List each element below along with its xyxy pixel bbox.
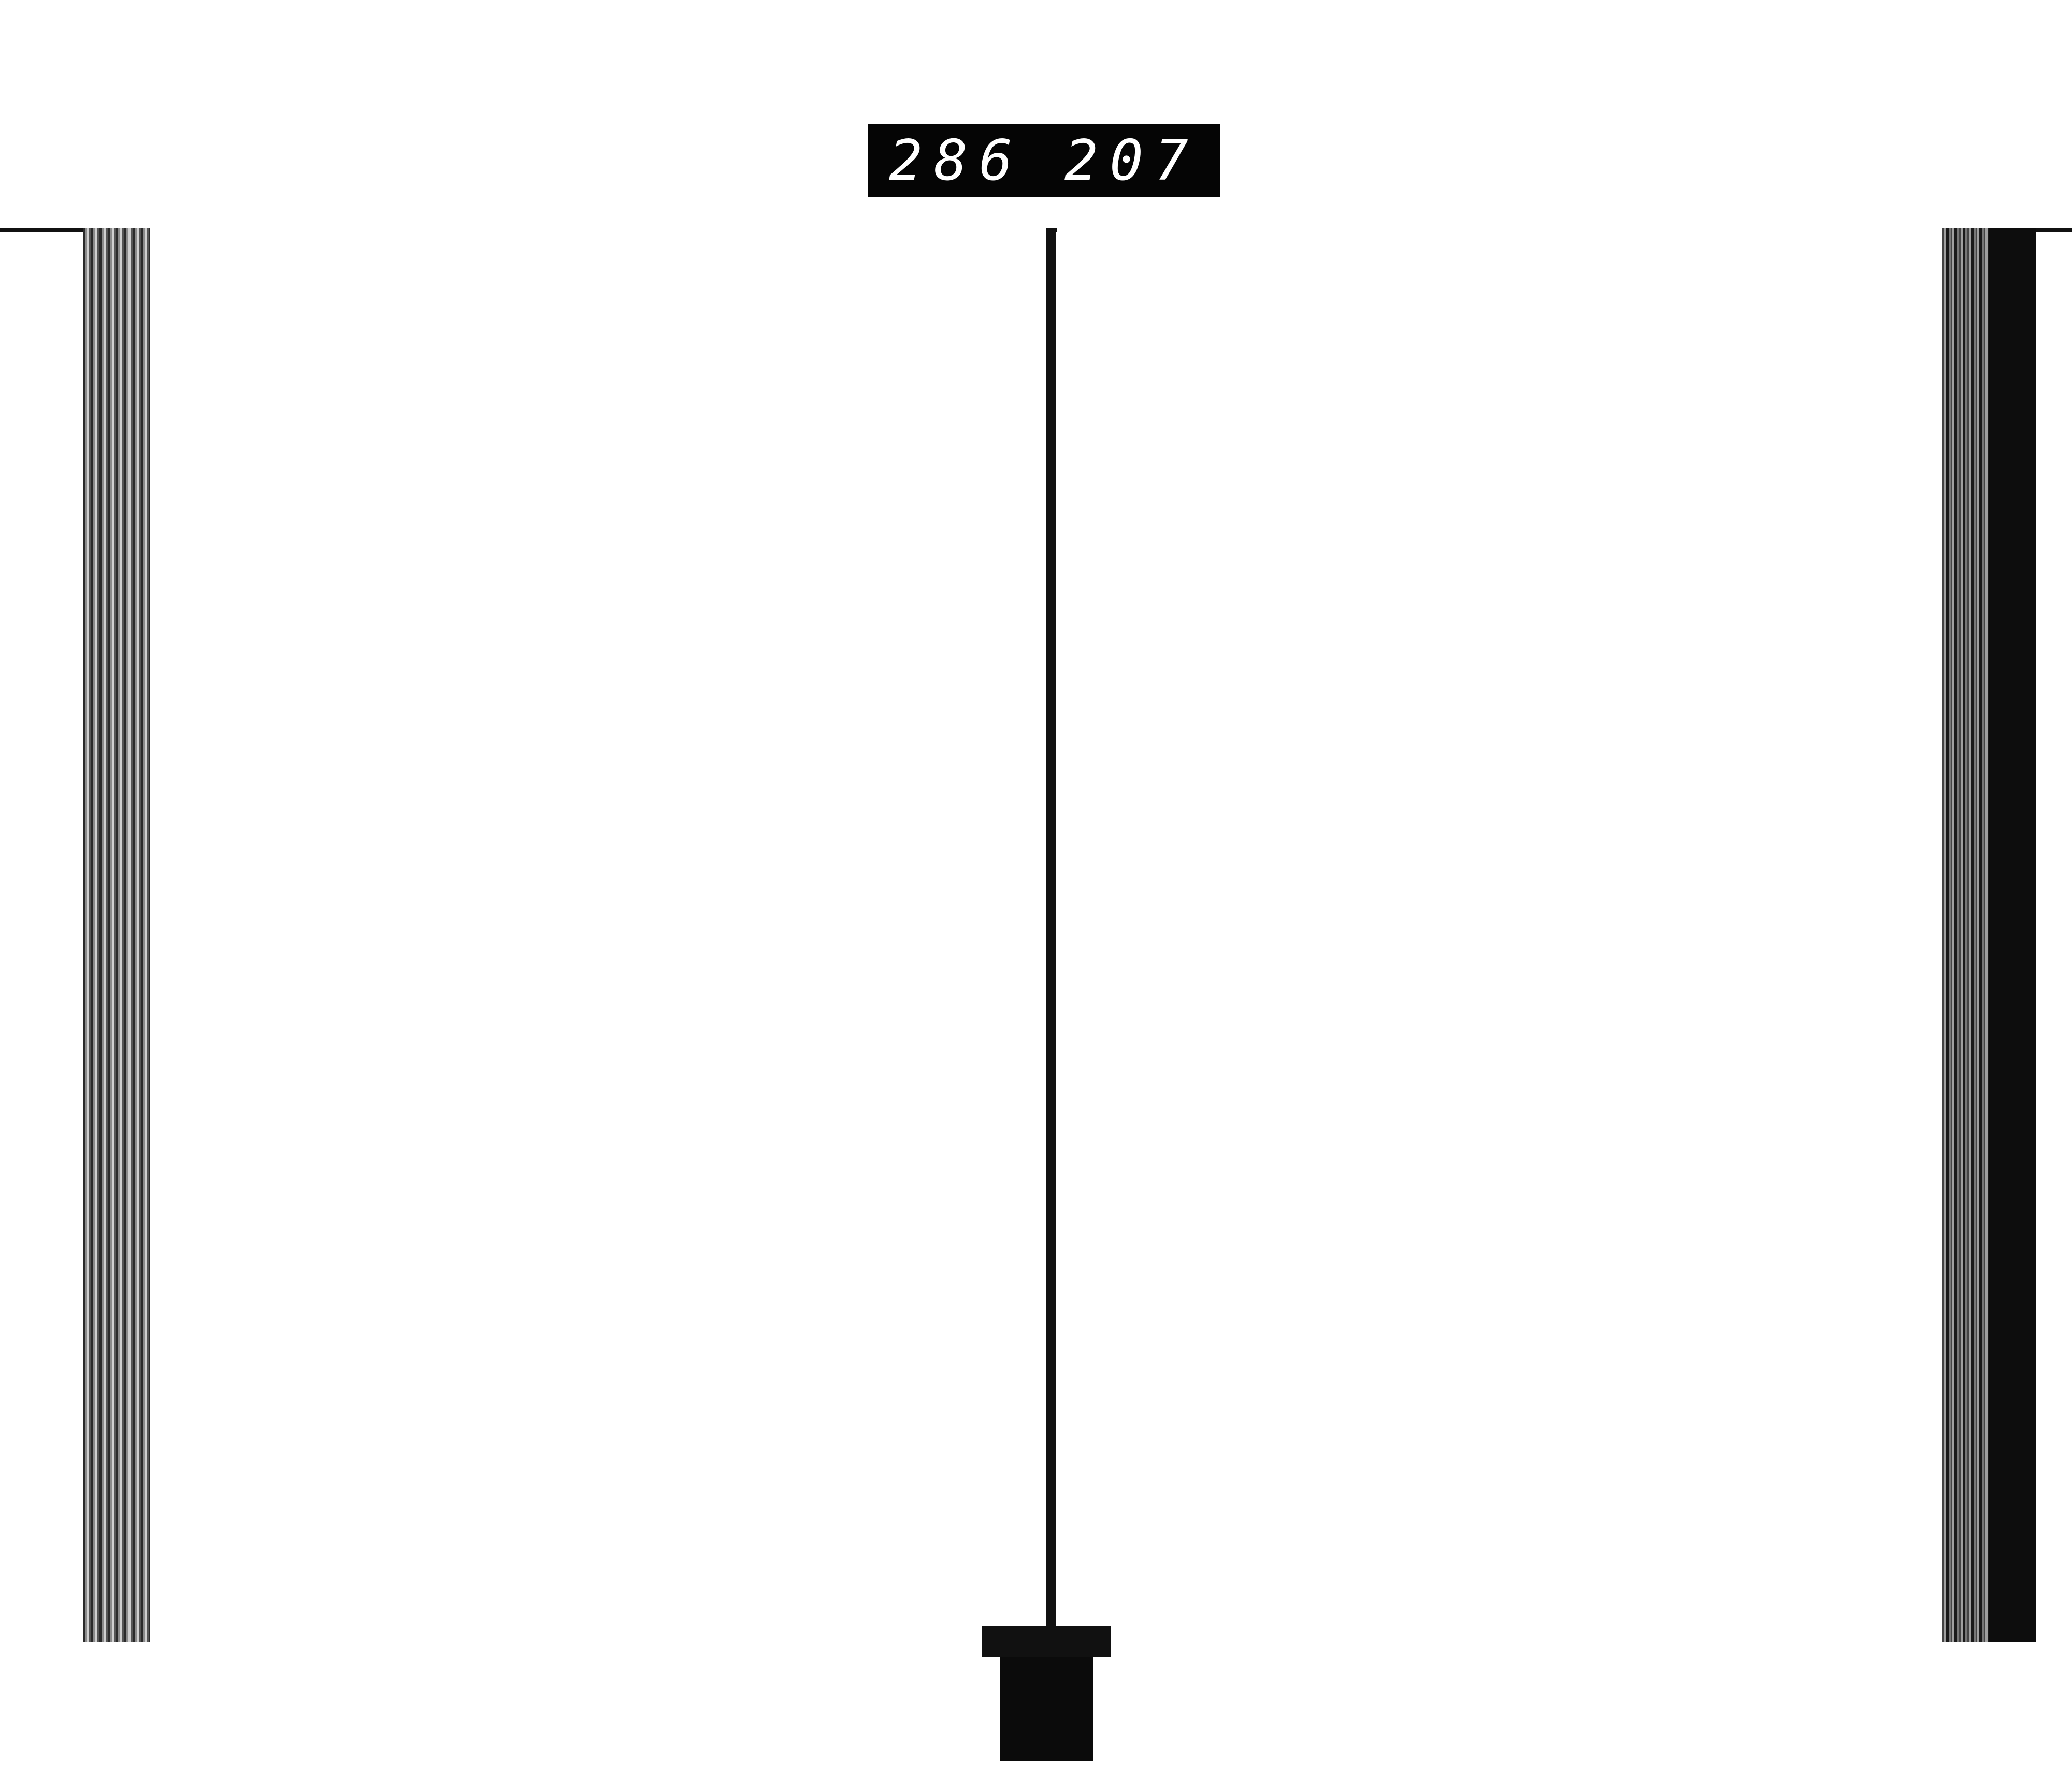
open-book [83,228,2031,1657]
frame-number-left: 286 [889,128,1025,193]
right-page [1057,228,1942,1626]
page-edges-left [83,228,150,1642]
scanner-header [0,0,2072,232]
page-edges-right [1942,228,2031,1642]
left-page [150,228,1052,1626]
book-gutter [1046,228,1056,1626]
book-binding [1000,1626,1093,1761]
frame-counter [868,124,1220,197]
frame-number-right: 207 [1064,128,1200,193]
